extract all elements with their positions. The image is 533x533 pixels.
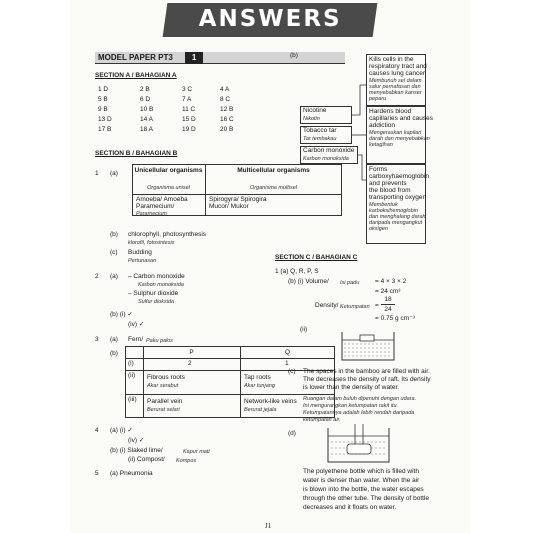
q1-cell-1b: Paramecium/ [136,203,175,210]
c-answer-line-my: ketumpatan air. [303,417,341,423]
page-number: J1 [265,522,272,530]
c-answer-line: The spaces in the bamboo are filled with air. [303,368,430,375]
section-a-answer: 5 B [98,96,108,103]
section-a-answer: 9 B [98,106,108,113]
q3-row-q: Network-like veins [244,398,297,405]
q3-col-p: P [189,349,194,356]
diagram-connectors [352,80,368,190]
frac-bar [381,304,395,305]
effect-line-my: ketagihan [369,142,393,148]
q2-b-iv: (iv) ✓ [128,321,145,328]
c-answer-line: The decreases the density of raft. Its density [303,376,431,383]
q1-b-my: klorofil, fotosintesis [128,240,175,246]
q4-b-ii: (ii) Compost/ [128,456,165,463]
c-c-label: (c) [288,368,296,375]
q1-b-text: chlorophyll, photosynthesis [128,231,207,238]
frac-den: 24 [384,306,392,313]
section-a-answer: 8 C [220,96,231,103]
q5-a: (a) Pneumonia [110,470,153,477]
section-a-answer: 19 D [182,126,196,133]
polyethene-bottle [347,444,371,454]
q2-a1: – Carbon monoxide [128,273,185,280]
effect-line-my: oksigen [369,226,388,232]
q4-b-ii-my: Kompos [176,458,197,464]
section-a-answer: 11 C [182,106,196,113]
section-a-answer: 16 C [220,116,234,123]
q1-cell-1c: Paramecium [136,211,167,217]
density-label: Density/ [315,302,339,309]
section-c-heading: SECTION C / BAHAGIAN C [275,254,358,261]
effect-line-my: salur pernafasan dan [369,84,421,90]
section-a-answer: 6 D [140,96,151,103]
q4-b-i-my: Kapur mati [183,449,210,455]
connector-co [358,155,366,180]
rc-part-b: (b) [290,52,298,59]
q5-number: 5 [95,470,99,477]
section-a-heading: SECTION A / BAHAGIAN A [95,72,177,79]
model-paper-number: 1 [185,52,203,64]
eq-sign: = [375,302,379,309]
q3-part-a: (a) [110,336,118,343]
section-a-answer: 18 A [140,126,154,133]
effect-line-my: menyebabkan kanser [369,90,422,96]
co-my: Karbon monoksida [303,156,349,162]
q3-row-p-my: Berurat selari [147,407,180,413]
q1-head-2: Multicellular organisms [237,167,310,174]
q4-a-i: (a) (i) ✓ [110,427,133,434]
section-a-answer: 2 B [140,86,150,93]
q4-b-i: (b) (i) Slaked lime/ [110,447,163,454]
c-answer-line: is lower than the density of water. [303,384,400,391]
d-answer-line: decreases and it floats on water. [303,504,397,511]
q3-row-q-my: Akar tunjang [244,383,275,389]
model-paper-heading [95,52,345,64]
d-answer-line: water is denser than water. When the air [303,477,420,484]
q3-row-p: Parallel vein [147,398,183,405]
effect-line-my: peparu [369,96,387,102]
q3-row-q-my: Berurat jejala [244,407,277,413]
effect-line-my: daripada mengangkut [369,220,423,226]
section-a-answer: 20 B [220,126,234,133]
q2-b-i: (b) (i) ✓ [110,311,133,318]
effect-line: Forms [369,166,388,173]
q2-a2-my: Sulfur dioksida [138,299,175,305]
q3-col-q: Q [284,349,291,356]
effect-line-my: karboksihemoglobin [369,208,418,214]
raft-block [360,335,374,341]
q3-number: 3 [95,336,99,343]
section-a-answer: 1 D [98,86,109,93]
q2-a1-my: Karbon monoksida [138,282,184,288]
effect-line-my: Membentuk [369,202,398,208]
section-a-answer: 3 C [182,86,193,93]
q1-c-text: Budding [128,249,152,256]
effect-line: carboxyhaemoglobin [369,173,429,180]
section-a-answer: 12 B [220,106,234,113]
q1-cell-1: Amoeba/ Amoeba [136,196,188,203]
q3-row-q: 1 [285,360,289,367]
section-b-heading: SECTION B / BAHAGIAN B [95,150,178,157]
calc-3: = 0.75 g cm⁻³ [375,315,415,322]
calc-1: = 4 × 3 × 2 [375,278,407,285]
effect-line: transporting oxygen [369,194,427,201]
tar-my: Tar tembakau [303,136,337,142]
section-a-answer: 4 A [220,86,230,93]
answer-page [70,0,470,533]
effect-line: addiction [369,122,396,129]
q1-cell-2b: Mucor/ Mukor [209,203,249,210]
density-my: Ketumpatan [340,304,370,310]
q1-table-row-line [132,194,342,195]
model-paper-label: MODEL PAPER PT3 [98,53,173,62]
q3-table-row-1 [125,358,335,359]
effect-line: and prevents [369,180,407,187]
c-answer-line-my: Ini mengurangkan ketumpatan rakit itu. [303,403,399,409]
section-a-answer: 15 D [182,116,196,123]
q1-part-a: (a) [110,170,118,177]
section-a-answer: 17 B [98,126,112,133]
effect-line: capillaries and causes [369,115,433,122]
bottle-diagram [325,422,395,464]
tar-label: Tobacco tar [303,127,337,134]
effect-line: the blood from [369,187,411,194]
c-b-ii: (ii) [300,326,308,333]
d-answer-line: is blown into the bottle, the water escapes [303,486,424,493]
q1-c-my: Pertunasan [128,258,157,264]
q1-head-1-my: Organisma unisel [147,185,190,191]
q1-head-1: Unicellular organisms [134,167,203,174]
d-answer-line: through the other tube. The density of bottle [303,495,429,502]
section-a-answer: 13 D [98,116,112,123]
q3-part-b: (b) [110,350,118,357]
c-b-i-my: Isi padu [340,280,360,286]
effect-line: Kills cells in the [369,56,414,63]
c-answer-line-my: Ruangan dalam buluh dipenuhi dengan udara. [303,396,417,402]
q2-number: 2 [95,273,99,280]
q4-a-iv: (iv) ✓ [128,437,145,444]
raft-diagram [340,328,400,362]
section-a-answer: 10 B [140,106,154,113]
effect-line: Hardens blood [369,108,412,115]
q3-row-label: (i) [128,360,134,367]
q3-row-p: 2 [188,360,192,367]
effect-line-my: Membunuh sel dalam [369,78,422,84]
q1-cell-2: Spirogyra/ Spirogira [209,196,267,203]
q3-a-text: Fern/ [128,336,144,343]
co-label: Carbon monoxide [303,147,355,154]
connector-nicotine [352,85,366,115]
q3-row-p: Fibrous roots [147,374,185,381]
c-answer-line-my: Ketumpatannya adalah lebih rendah daripada [303,410,415,416]
section-a-answer: 14 A [140,116,154,123]
nicotine-label: Nicotine [303,107,327,114]
d-answer-line: The polyethene bottle which is filled with [303,468,419,475]
frac-num: 18 [384,296,392,303]
section-a-answer: 7 A [182,96,192,103]
q1-part-c: (c) [110,249,118,256]
c-b-i: (b) (i) Volume/ [288,278,329,285]
calc-2: = 24 cm³ [375,288,401,295]
q3-a-my: Paku pakis [146,338,173,344]
q2-a2: – Sulphur dioxide [128,290,179,297]
q4-number: 4 [95,427,99,434]
banner-title: ANSWERS [198,6,342,32]
q3-row-q: Tap roots [244,374,271,381]
effect-line: causes lung cancer [369,70,426,77]
c-q1: 1 (a) Q, R, P, S [275,268,319,275]
water-fill [344,344,392,356]
effect-line-my: darah dan menyebabkan [369,136,430,142]
effect-line: respiratory tract and [369,63,427,70]
q3-row-label: (ii) [128,372,136,379]
effect-line-my: dan menghalang darah [369,214,426,220]
nicotine-my: Nikotin [303,116,320,122]
q1-part-b: (b) [110,231,118,238]
q1-number: 1 [95,170,99,177]
q1-head-2-my: Organisma multisel [249,185,298,191]
q3-row-label: (iii) [128,396,137,403]
c-d-label: (d) [288,430,296,437]
q2-part-a: (a) [110,273,118,280]
answers-banner [163,3,378,37]
effect-line-my: Mengeraskan kapilari [369,130,422,136]
q3-row-p-my: Akar serabut [147,383,179,389]
